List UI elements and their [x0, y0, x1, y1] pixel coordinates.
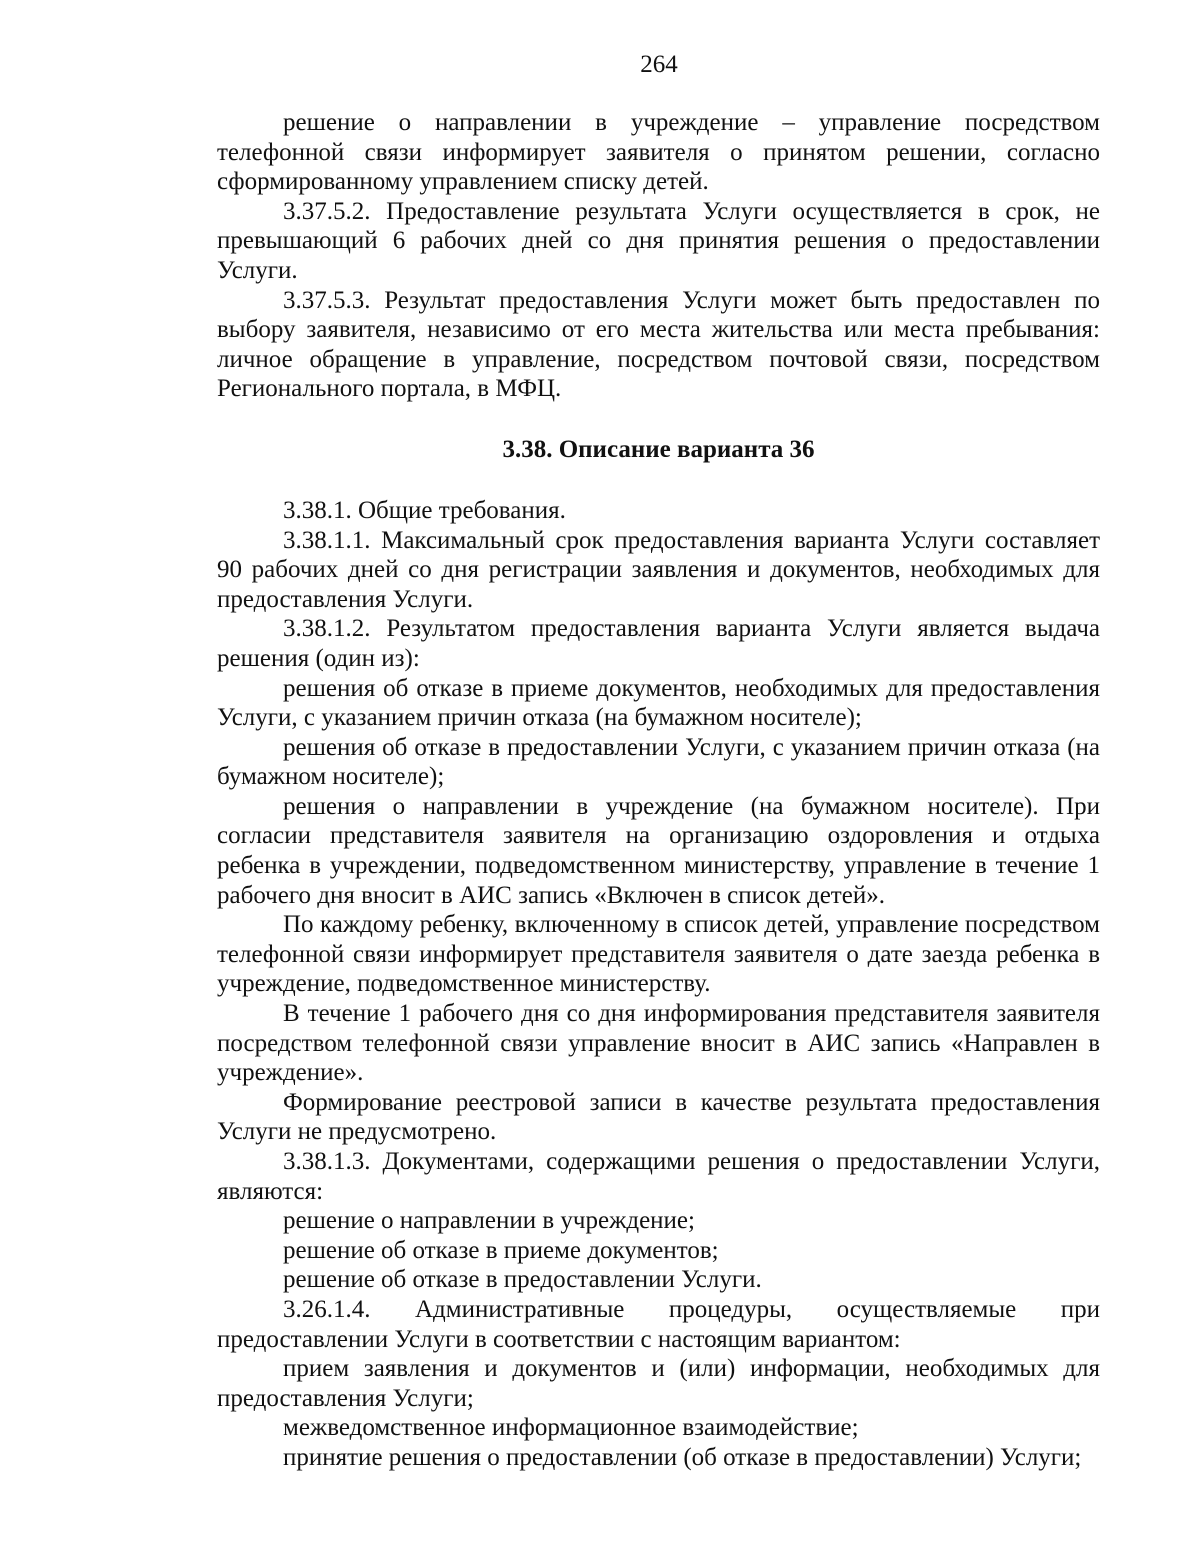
paragraph-decision-notification: решение о направлении в учреждение – управление посредством телефонной связи информирует заявителя о принятом решении, согласно сформированному управлением списку детей. — [217, 109, 1100, 196]
list-item-referral: решение о направлении в учреждение; — [283, 1207, 695, 1235]
list-item-refusal-provision: решения об отказе в предоставлении Услуги, с указанием причин отказа (на бумажном носителе); — [217, 733, 1100, 791]
list-item-refusal-acceptance: решения об отказе в приеме документов, необходимых для предоставления Услуги, с указанием причин отказа (на бумажном носителе); — [217, 674, 1100, 732]
list-item-application-intake: прием заявления и документов и (или) информации, необходимых для предоставления Услуги; — [217, 1355, 1100, 1412]
section-heading: 3.38. Описание варианта 36 — [502, 435, 815, 463]
list-item-refusal-service: решение об отказе в предоставлении Услуги. — [283, 1266, 762, 1294]
list-item-referral-decision: решения о направлении в учреждение (на бумажном носителе). При согласии представителя заявителя на организацию оздоровления и отдыха ребенка в учреждении, подведомственном министерству, управление в течение 1 рабочего дня вносит в АИС запись «Включен в список детей». — [217, 792, 1100, 909]
paragraph-3-37-5-3: 3.37.5.3. Результат предоставления Услуги может быть предоставлен по выбору заявителя, независимо от его места жительства или места пребывания: личное обращение в управление, посредством почтовой связи, посредством Регионального портала, в МФЦ. — [217, 286, 1100, 403]
document-body — [217, 108, 1100, 1473]
list-item-interagency: межведомственное информационное взаимодействие; — [283, 1414, 859, 1442]
paragraph-registry-record: Формирование реестровой записи в качестве результата предоставления Услуги не предусмотрено. — [217, 1088, 1100, 1146]
paragraph-3-26-1-4: 3.26.1.4. Административные процедуры, осуществляемые при предоставлении Услуги в соответствии с настоящим вариантом: — [217, 1295, 1100, 1353]
paragraph-3-38-1-2: 3.38.1.2. Результатом предоставления варианта Услуги является выдача решения (один из): — [217, 615, 1100, 672]
list-item-refusal-documents: решение об отказе в приеме документов; — [283, 1236, 719, 1264]
paragraph-3-38-1: 3.38.1. Общие требования. — [283, 496, 566, 524]
paragraph-3-38-1-3: 3.38.1.3. Документами, содержащими решения о предоставлении Услуги, являются: — [217, 1148, 1100, 1205]
paragraph-child-notification: По каждому ребенку, включенному в список детей, управление посредством телефонной связи информирует представителя заявителя о дате заезда ребенка в учреждение, подведомственное министерству. — [217, 911, 1100, 998]
paragraph-3-37-5-2: 3.37.5.2. Предоставление результата Услуги осуществляется в срок, не превышающий 6 рабочих дней со дня принятия решения о предоставлении Услуги. — [217, 197, 1100, 284]
paragraph-3-38-1-1: 3.38.1.1. Максимальный срок предоставления варианта Услуги составляет 90 рабочих дней со дня регистрации заявления и документов, необходимых для предоставления Услуги. — [217, 526, 1100, 613]
paragraph-ais-record: В течение 1 рабочего дня со дня информирования представителя заявителя посредством телефонной связи управление вносит в АИС запись «Направлен в учреждение». — [217, 1000, 1100, 1087]
page-number: 264 — [640, 51, 678, 78]
list-item-decision-making: принятие решения о предоставлении (об отказе в предоставлении) Услуги; — [283, 1443, 1082, 1471]
